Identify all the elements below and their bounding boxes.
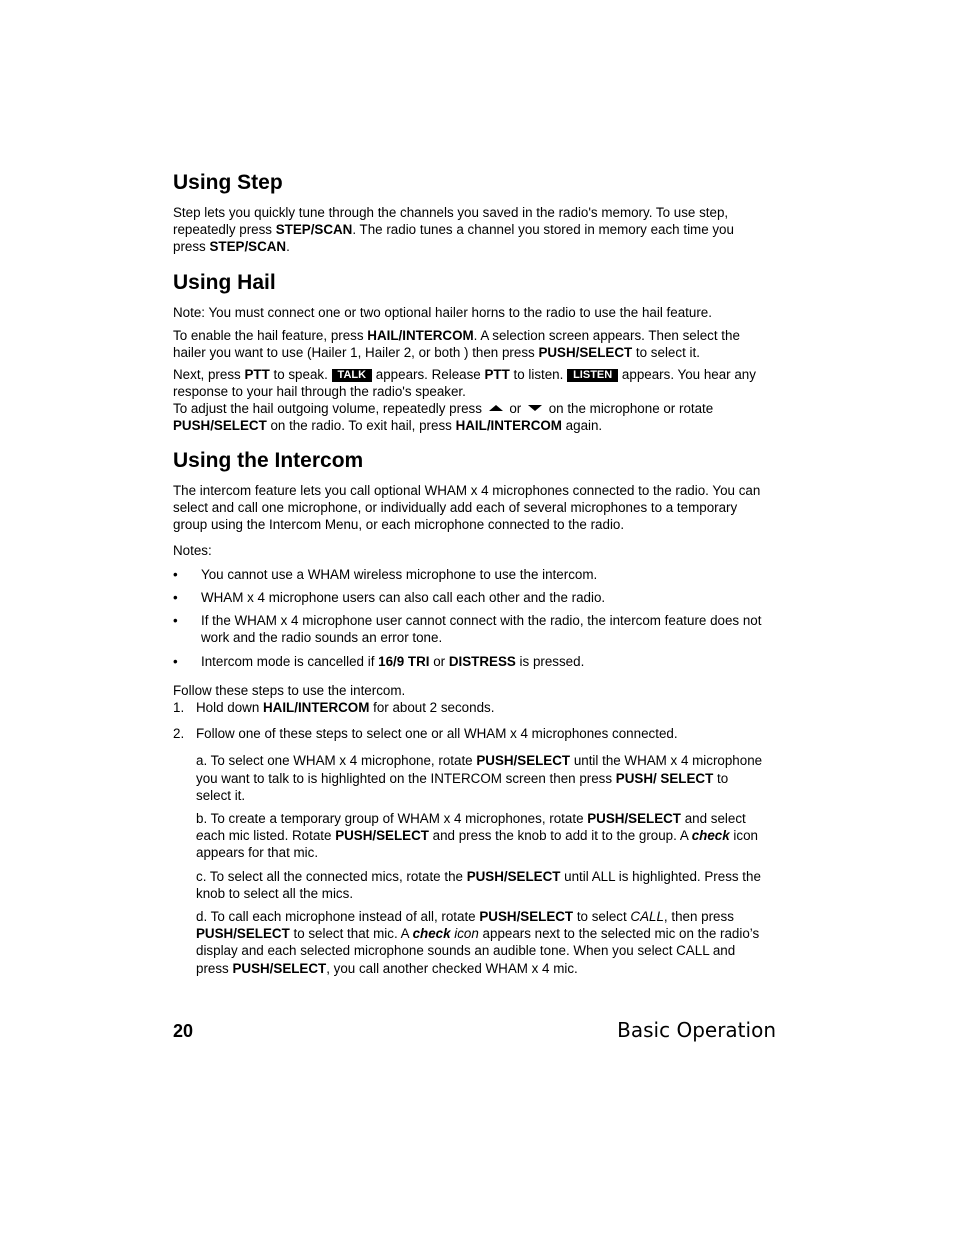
section-title-footer: Basic Operation (617, 1018, 776, 1042)
substep-c: c. To select all the connected mics, rotate the PUSH/SELECT until ALL is highlighted. Press the knob to select all the mics. (196, 868, 761, 901)
hail-paragraph-volume: To adjust the hail outgoing volume, repeatedly press or on the microphone or rotate PUSH/SELECT on the radio. To exit hail, press HAIL/INTERCOM again. (173, 401, 714, 434)
section-using-hail (173, 270, 763, 434)
step-1: 1. Hold down HAIL/INTERCOM for about 2 seconds. (173, 700, 495, 716)
list-item: • You cannot use a WHAM wireless microphone to use the intercom. (173, 566, 598, 582)
heading-using-intercom: Using the Intercom (173, 449, 364, 472)
hail-paragraph-enable: To enable the hail feature, press HAIL/INTERCOM. A selection screen appears. Then select the hailer you want to use (Hailer 1, Hailer 2, or both ) then press PUSH/SELECT to select it. (173, 328, 740, 361)
notes-label: Notes: (173, 542, 212, 558)
step-paragraph: Step lets you quickly tune through the channels you saved in the radio's memory. To use step, repeatedly press STEP/SCAN. The radio tunes a channel you stored in memory each time you press STEP/SCAN. (173, 205, 734, 255)
heading-using-step: Using Step (173, 171, 283, 194)
list-item: • WHAM x 4 microphone users can also call each other and the radio. (173, 590, 606, 606)
heading-using-hail: Using Hail (173, 271, 276, 294)
substep-a: a. To select one WHAM x 4 microphone, rotate PUSH/SELECT until the WHAM x 4 microphone you want to talk to is highlighted on the INTERCOM screen then press PUSH/ SELECT to select it. (196, 753, 763, 803)
intercom-intro: The intercom feature lets you call optional WHAM x 4 microphones connected to the radio. You can select and call one microphone, or individually add each of several microphones to a temporary group using the Intercom Menu, or each microphone connected to the radio. (173, 483, 761, 533)
section-using-step (173, 170, 763, 256)
step-2: 2. Follow one of these steps to select one or all WHAM x 4 microphones connected. (173, 726, 678, 742)
listen-badge: LISTEN (567, 369, 618, 382)
page-number: 20 (173, 1021, 194, 1041)
section-using-intercom (173, 448, 763, 977)
substep-b: b. To create a temporary group of WHAM x 4 microphones, rotate PUSH/SELECT and select each mic listed. Rotate PUSH/SELECT and press the knob to add it to the group. A check icon appears for that mic. (196, 811, 758, 861)
list-item: • If the WHAM x 4 microphone user cannot connect with the radio, the intercom feature does not work and the radio sounds an error tone. (173, 613, 762, 646)
follow-steps-text: Follow these steps to use the intercom. (173, 682, 406, 698)
down-arrow-icon (528, 405, 542, 411)
substep-d: d. To call each microphone instead of all, rotate PUSH/SELECT to select CALL, then press PUSH/SELECT to select that mic. A check icon appears next to the selected mic on the radio’s display and each selected microphone sounds an audible tone. When you select CALL and press PUSH/SELECT, you call another checked WHAM x 4 mic. (196, 909, 760, 976)
list-item: • Intercom mode is cancelled if 16/9 TRI or DISTRESS is pressed. (173, 653, 585, 669)
hail-paragraph-talk: Next, press PTT to speak. TALK appears. Release PTT to listen. LISTEN appears. You hear any response to your hail through the radio's speaker. (173, 366, 756, 399)
notes-list (173, 566, 763, 670)
up-arrow-icon (489, 405, 503, 411)
hail-note: Note: You must connect one or two optional hailer horns to the radio to use the hail feature. (173, 305, 712, 320)
talk-badge: TALK (332, 369, 373, 382)
